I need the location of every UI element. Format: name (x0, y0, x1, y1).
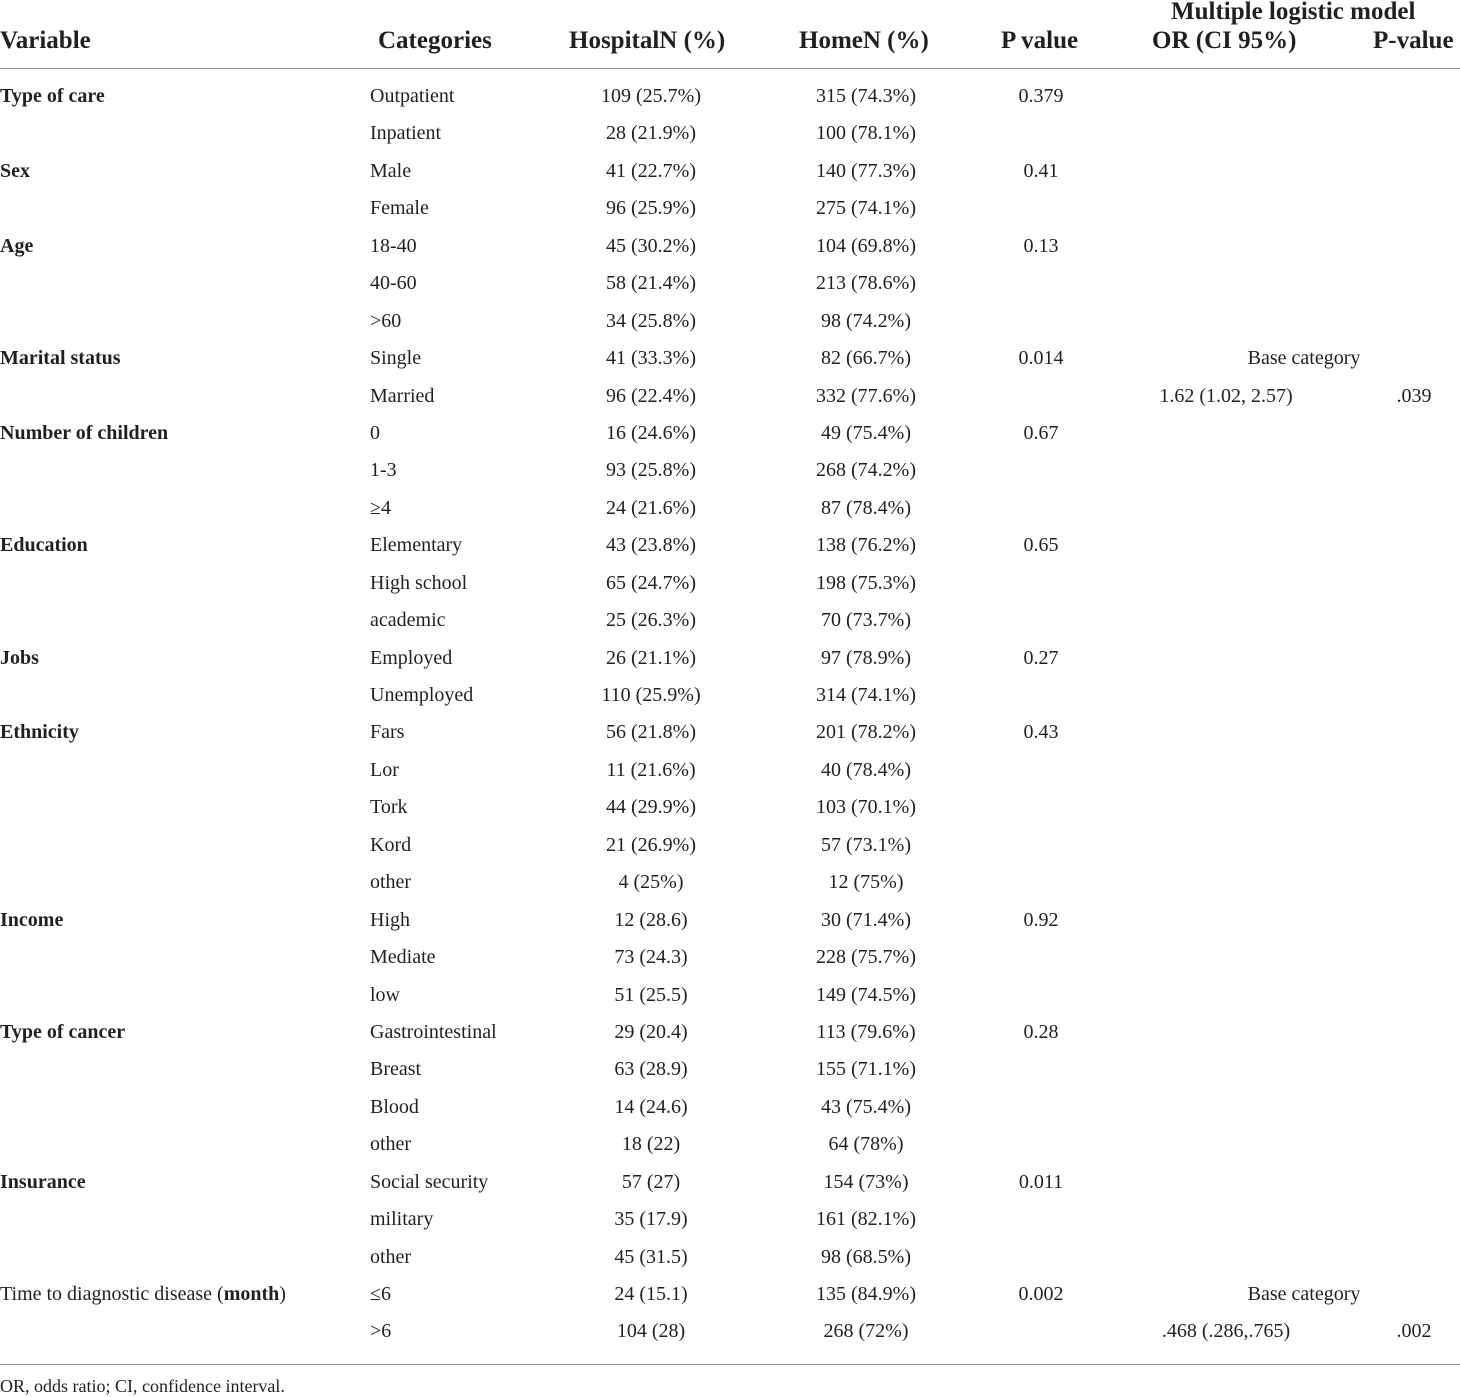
row-variable: Insurance (0, 1170, 86, 1193)
row-category: 40-60 (370, 272, 417, 295)
row-category: ≤6 (370, 1283, 391, 1305)
table-row (0, 930, 1460, 967)
table-row (0, 968, 1460, 1005)
table-row (0, 705, 1460, 742)
row-home: 57 (73.1%) (821, 833, 911, 856)
row-variable: Education (0, 534, 88, 557)
row-model-p-value: .002 (1396, 1320, 1432, 1343)
row-variable: Ethnicity (0, 721, 79, 744)
header-p-value-model: P-value (1373, 27, 1454, 54)
row-home: 332 (77.6%) (816, 384, 916, 407)
table-body (0, 69, 1460, 1342)
row-p-value: 0.67 (1023, 421, 1059, 444)
row-hospital: 41 (22.7%) (606, 159, 696, 182)
table-row (0, 1080, 1460, 1117)
row-category: other (370, 871, 412, 894)
row-p-value: 0.13 (1023, 234, 1059, 257)
row-p-value: 0.92 (1023, 908, 1059, 931)
row-home: 98 (68.5%) (821, 1245, 911, 1268)
table-row (0, 518, 1460, 555)
table-row (0, 593, 1460, 630)
row-home: 82 (66.7%) (821, 347, 911, 370)
row-category: academic (370, 609, 446, 632)
row-home: 87 (78.4%) (821, 496, 911, 519)
row-hospital: 96 (25.9%) (606, 197, 696, 220)
row-category: High school (370, 571, 468, 594)
row-category: Male (370, 159, 412, 182)
table-row (0, 780, 1460, 817)
row-category: Married (370, 384, 435, 407)
row-home: 315 (74.3%) (816, 85, 916, 107)
row-hospital: 16 (24.6%) (606, 421, 696, 444)
row-category: military (370, 1208, 434, 1231)
row-home: 138 (76.2%) (816, 534, 916, 557)
row-category: 18-40 (370, 234, 417, 257)
row-home: 149 (74.5%) (816, 983, 916, 1006)
table-row (0, 893, 1460, 930)
row-p-value: 0.014 (1018, 347, 1064, 370)
row-home: 155 (71.1%) (816, 1058, 916, 1081)
row-p-value: 0.41 (1023, 159, 1059, 182)
row-hospital: 25 (26.3%) (606, 609, 696, 632)
row-hospital: 4 (25%) (618, 871, 684, 894)
table-row (0, 1155, 1460, 1192)
row-home: 154 (73%) (823, 1170, 909, 1193)
row-variable: Income (0, 908, 64, 931)
row-category: Female (370, 197, 429, 220)
table-row (0, 1117, 1460, 1154)
row-or-ci: Base category (1247, 1283, 1361, 1305)
row-home: 268 (72%) (823, 1320, 909, 1343)
row-category: Blood (370, 1095, 419, 1118)
row-home: 30 (71.4%) (821, 908, 911, 931)
header-hospital: HospitalN (%) (569, 27, 726, 54)
table-row (0, 331, 1460, 368)
row-home: 198 (75.3%) (816, 571, 916, 594)
row-hospital: 14 (24.6) (614, 1095, 688, 1118)
row-hospital: 93 (25.8%) (606, 459, 696, 482)
row-hospital: 73 (24.3) (614, 946, 688, 969)
table-row (0, 1042, 1460, 1079)
row-category: other (370, 1245, 412, 1268)
row-p-value: 0.379 (1018, 85, 1064, 107)
table-row (0, 818, 1460, 855)
table-row (0, 668, 1460, 705)
row-category: Mediate (370, 946, 436, 969)
row-home: 97 (78.9%) (821, 646, 911, 669)
row-category: High (370, 908, 410, 931)
row-category: >6 (370, 1320, 392, 1343)
row-category: Social security (370, 1170, 489, 1193)
header-home: HomeN (%) (799, 27, 929, 54)
row-hospital: 26 (21.1%) (606, 646, 696, 669)
row-hospital: 45 (31.5) (614, 1245, 688, 1268)
row-variable-close: ) (279, 1283, 286, 1305)
row-hospital: 65 (24.7%) (606, 571, 696, 594)
row-home: 64 (78%) (828, 1133, 904, 1156)
row-category: 0 (370, 421, 380, 444)
header-p-value: P value (1001, 27, 1079, 54)
row-hospital: 104 (28) (616, 1320, 686, 1343)
table-row (0, 219, 1460, 256)
table-row (0, 743, 1460, 780)
row-home: 98 (74.2%) (821, 309, 911, 332)
row-hospital: 58 (21.4%) (606, 272, 696, 295)
row-hospital: 56 (21.8%) (606, 721, 696, 744)
row-category: ≥4 (370, 496, 391, 519)
row-home: 49 (75.4%) (821, 421, 911, 444)
row-category: low (370, 983, 400, 1006)
row-hospital: 57 (27) (621, 1170, 681, 1193)
header-model-title: Multiple logistic model (1171, 0, 1416, 25)
row-hospital: 34 (25.8%) (606, 309, 696, 332)
row-category: Outpatient (370, 85, 455, 107)
table-row (0, 1005, 1460, 1042)
table-row (0, 106, 1460, 143)
table-row (0, 1192, 1460, 1229)
row-home: 201 (78.2%) (816, 721, 916, 744)
table-row (0, 1230, 1460, 1267)
row-hospital: 45 (30.2%) (606, 234, 696, 257)
row-hospital: 12 (28.6) (614, 908, 688, 931)
row-hospital: 18 (22) (621, 1133, 681, 1156)
row-home: 113 (79.6%) (816, 1020, 916, 1043)
row-or-ci: .468 (.286,.765) (1161, 1320, 1291, 1343)
row-variable: Number of children (0, 421, 169, 444)
table-row (0, 481, 1460, 518)
row-home: 268 (74.2%) (816, 459, 916, 482)
row-variable: Age (0, 234, 34, 257)
row-hospital: 63 (28.9) (614, 1058, 688, 1081)
row-hospital: 11 (21.6%) (606, 758, 696, 781)
row-category: >60 (370, 309, 402, 332)
row-category: Fars (370, 721, 405, 744)
table-row (0, 144, 1460, 181)
row-home: 43 (75.4%) (821, 1095, 911, 1118)
row-variable-unit: month (223, 1283, 280, 1305)
row-variable: Type of cancer (0, 1020, 126, 1043)
table-row (0, 69, 1460, 106)
table-row (0, 631, 1460, 668)
row-hospital: 44 (29.9%) (606, 796, 696, 819)
row-or-ci: Base category (1247, 347, 1361, 370)
row-category: Breast (370, 1058, 422, 1081)
table-row (0, 855, 1460, 892)
row-category: Kord (370, 833, 412, 856)
table-footnote: OR, odds ratio; CI, confidence interval. (0, 1376, 285, 1396)
table-header (0, 0, 1460, 69)
table-row (0, 256, 1460, 293)
row-hospital: 21 (26.9%) (606, 833, 696, 856)
row-variable: Sex (0, 159, 30, 182)
row-category: Elementary (370, 534, 463, 557)
row-home: 228 (75.7%) (816, 946, 916, 969)
row-hospital: 41 (33.3%) (606, 347, 696, 370)
header-or-ci: OR (CI 95%) (1152, 27, 1297, 54)
row-hospital: 28 (21.9%) (606, 122, 696, 145)
row-home: 103 (70.1%) (816, 796, 916, 819)
row-hospital: 96 (22.4%) (606, 384, 696, 407)
table-row (0, 443, 1460, 480)
row-category: Tork (370, 796, 408, 819)
header-categories: Categories (378, 27, 492, 54)
row-p-value: 0.43 (1023, 721, 1059, 744)
row-home: 40 (78.4%) (821, 758, 911, 781)
row-variable-text: Time to diagnostic disease ( (0, 1283, 224, 1305)
row-category: Single (370, 347, 422, 370)
table-bottom-rule (0, 1364, 1460, 1365)
row-variable: Type of care (0, 85, 105, 107)
table-row (0, 369, 1460, 406)
row-hospital: 29 (20.4) (614, 1020, 688, 1043)
row-hospital: 110 (25.9%) (601, 684, 701, 706)
row-hospital: 24 (21.6%) (606, 496, 696, 519)
row-home: 213 (78.6%) (816, 272, 916, 295)
table-row (0, 556, 1460, 593)
header-variable: Variable (0, 27, 91, 54)
row-hospital: 51 (25.5) (614, 983, 688, 1006)
row-home: 100 (78.1%) (816, 122, 916, 145)
row-category: Inpatient (370, 122, 442, 145)
row-p-value: 0.011 (1018, 1170, 1064, 1193)
row-home: 135 (84.9%) (816, 1283, 916, 1305)
row-hospital: 24 (15.1) (614, 1283, 688, 1305)
table-row (0, 1267, 1460, 1304)
row-p-value: 0.28 (1023, 1020, 1059, 1043)
table-row (0, 1304, 1460, 1341)
row-p-value: 0.002 (1018, 1283, 1064, 1305)
row-or-ci: 1.62 (1.02, 2.57) (1159, 384, 1293, 407)
row-hospital: 109 (25.7%) (601, 85, 701, 107)
row-home: 70 (73.7%) (821, 609, 911, 632)
row-category: Unemployed (370, 684, 474, 706)
row-variable: Marital status (0, 347, 121, 370)
row-model-p-value: .039 (1396, 384, 1432, 407)
row-hospital: 35 (17.9) (614, 1208, 688, 1231)
row-category: 1-3 (370, 459, 397, 482)
row-p-value: 0.65 (1023, 534, 1059, 557)
row-variable: Jobs (0, 646, 39, 669)
row-category: Employed (370, 646, 453, 669)
row-home: 140 (77.3%) (816, 159, 916, 182)
table-row (0, 294, 1460, 331)
row-home: 314 (74.1%) (816, 684, 916, 706)
row-variable (0, 1283, 286, 1306)
row-home: 104 (69.8%) (816, 234, 916, 257)
row-home: 275 (74.1%) (816, 197, 916, 220)
row-home: 161 (82.1%) (816, 1208, 916, 1231)
row-p-value: 0.27 (1023, 646, 1059, 669)
row-hospital: 43 (23.8%) (606, 534, 696, 557)
row-category: Gastrointestinal (370, 1020, 497, 1043)
row-home: 12 (75%) (828, 871, 904, 894)
table-row (0, 181, 1460, 218)
table-row (0, 406, 1460, 443)
row-category: other (370, 1133, 412, 1156)
row-category: Lor (370, 758, 399, 781)
